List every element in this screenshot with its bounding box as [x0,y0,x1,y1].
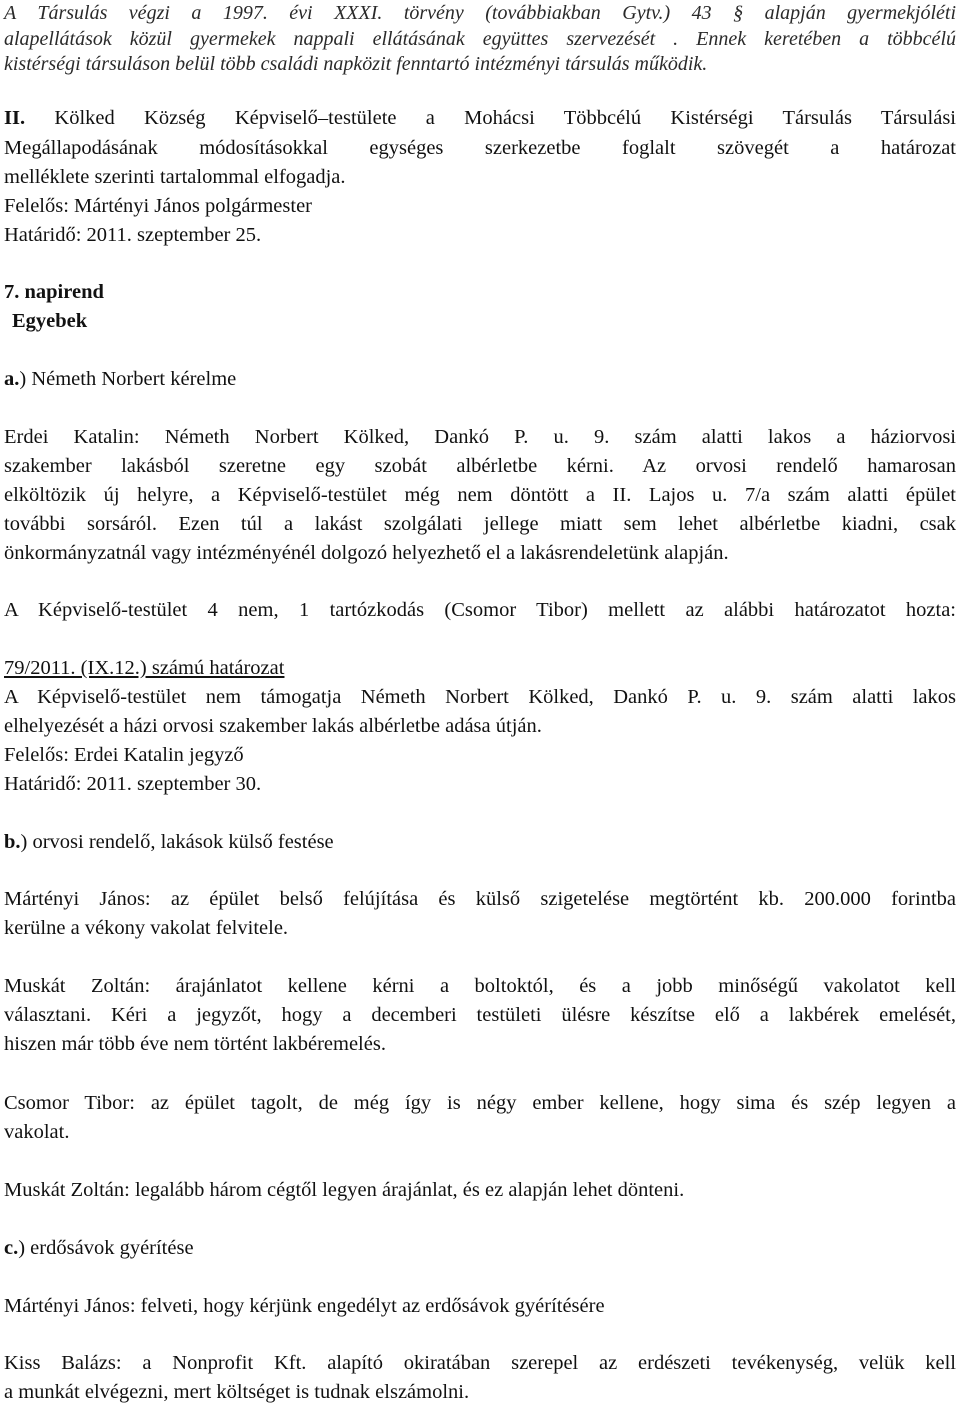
item-a-p1-line-4: további sorsáról. Ezen túl a lakást szolgálati jellege miatt sem lehet albérletbe kiadni, csak [4,513,956,535]
item-b-p1-line-2: kerülne a vékony vakolat felvitele. [4,917,289,939]
item-b-p3-line-1: Csomor Tibor: az épület tagolt, de még így is négy ember kellene, hogy sima és szép legyen a [4,1092,956,1114]
intro-line-3: kistérségi társuláson belül több családi napközit fenntartó intézményi társulás működik. [4,53,708,75]
item-b-title: ) orvosi rendelő, lakások külső festése [20,831,334,853]
item-b-p2-line-3: hiszen már több éve nem történt lakbéremelés. [4,1033,386,1055]
item-a-p1-line-5: önkormányzatnál vagy intézményénél dolgozó helyezhető el a lakásrendeletünk alapján. [4,542,729,564]
item-b-title-line [4,829,956,855]
item-a-hatarido: Határidő: 2011. szeptember 30. [4,773,262,795]
item-a-label: a. [4,368,20,390]
section-ii-felelos: Felelős: Mártényi János polgármester [4,195,313,217]
item-c-p1-line-1: Mártényi János: felveti, hogy kérjünk engedélyt az erdősávok gyérítésére [4,1295,605,1317]
item-a-p1-line-1: Erdei Katalin: Németh Norbert Kölked, Dankó P. u. 9. szám alatti lakos a háziorvosi [4,426,956,448]
item-b-p2-line-2: választani. Kéri a jegyzőt, hogy a decemberi testületi ülésre készítse elő a lakbérek emelését, [4,1004,956,1026]
item-a-vote: A Képviselő-testület 4 nem, 1 tartózkodás (Csomor Tibor) mellett az alábbi határozatot hozta: [4,599,956,621]
item-c-title-line [4,1235,956,1261]
section-ii-line-3: melléklete szerinti tartalommal elfogadja. [4,166,346,188]
item-a-title-line [4,366,956,392]
item-b-label: b. [4,831,21,853]
item-a-resolution-line-1: A Képviselő-testület nem támogatja Németh Norbert Kölked, Dankó P. u. 9. szám alatti lakos [4,686,956,708]
item-a-resolution-line-2: elhelyezését a házi orvosi szakember lakás albérletbe adása útján. [4,715,542,737]
item-b-p2-line-1: Muskát Zoltán: árajánlatot kellene kérni a boltoktól, és a jobb minőségű vakolatot kell [4,975,956,997]
item-a-p1-line-2: szakember lakásból szeretne egy szobát albérletbe kérni. Az orvosi rendelő hamarosan [4,455,956,477]
agenda-subheading: Egyebek [12,310,88,332]
agenda-heading: 7. napirend [4,281,104,303]
item-a-p1-line-3: elköltözik új helyre, a Képviselő-testület még nem döntött a II. Lajos u. 7/a szám alatti épület [4,484,956,506]
item-c-title: ) erdősávok gyérítése [18,1237,194,1259]
item-c-label: c. [4,1237,19,1259]
item-b-p1-line-1: Mártényi János: az épület belső felújítása és külső szigetelése megtörtént kb. 200.000 forintba [4,888,956,910]
item-a-title: ) Németh Norbert kérelme [19,368,237,390]
section-ii-hatarido: Határidő: 2011. szeptember 25. [4,224,262,246]
section-ii-line-2: Megállapodásának módosításokkal egységes szerkezetbe foglalt szövegét a határozat [4,137,956,159]
item-b-p4-line-1: Muskát Zoltán: legalább három cégtől legyen árajánlat, és ez alapján lehet dönteni. [4,1179,685,1201]
item-b-p3-line-2: vakolat. [4,1121,70,1143]
item-c-p2-line-2: a munkát elvégezni, mert költséget is tudnak elszámolni. [4,1381,470,1403]
section-ii-line-1 [4,105,956,131]
item-a-felelos: Felelős: Erdei Katalin jegyző [4,744,244,766]
item-a-resolution-title: 79/2011. (IX.12.) számú határozat [4,657,285,679]
section-ii-text-1: Kölked Község Képviselő–testülete a Mohácsi Többcélú Kistérségi Társulás Társulási [54,107,956,129]
intro-line-2: alapellátások közül gyermekek nappali ellátásának együttes szervezését . Ennek keretében a többcélú [4,28,956,50]
section-ii-label: II. [4,107,26,129]
item-c-p2-line-1: Kiss Balázs: a Nonprofit Kft. alapító okiratában szerepel az erdészeti tevékenység, velük kell [4,1352,956,1374]
intro-line-1: A Társulás végzi a 1997. évi XXXI. törvény (továbbiakban Gytv.) 43 § alapján gyermekjóléti [4,2,956,24]
